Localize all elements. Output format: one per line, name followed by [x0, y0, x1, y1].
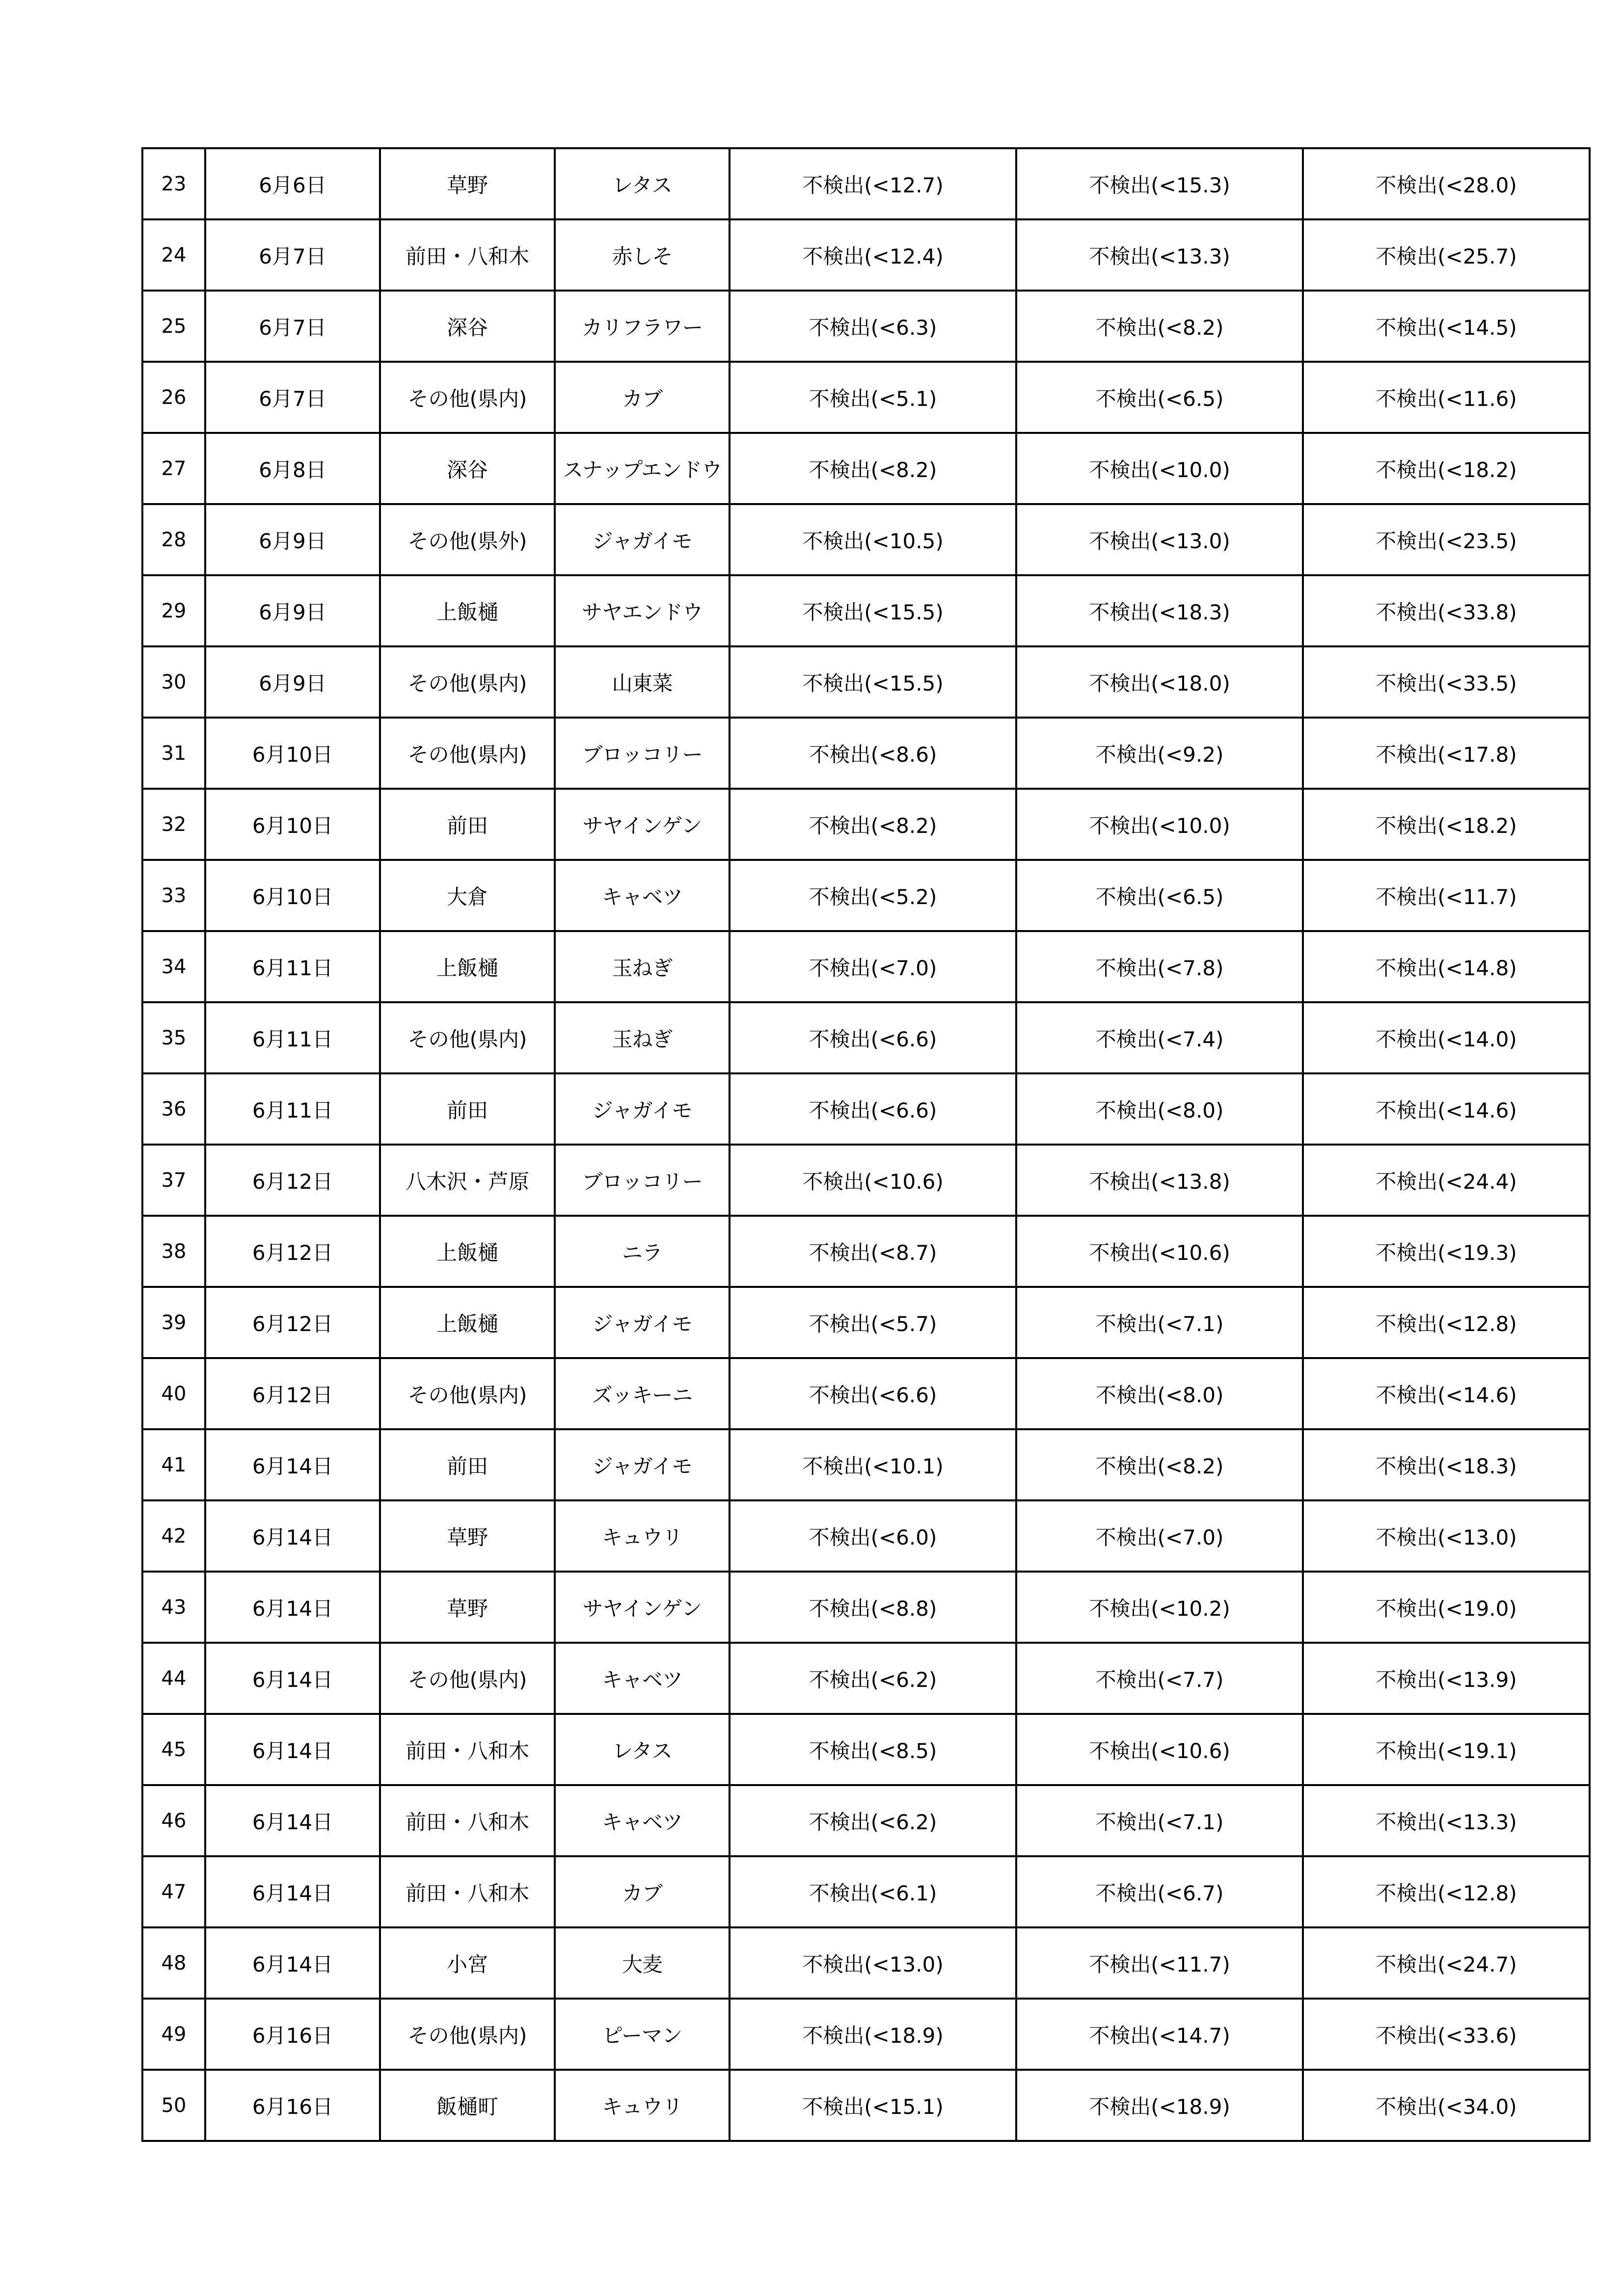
- result-value-3: 不検出(<17.8): [1303, 718, 1590, 789]
- product-name: ブロッコリー: [555, 1145, 730, 1216]
- product-name: 大麦: [555, 1927, 730, 1999]
- sample-date: 6月16日: [205, 1999, 380, 2070]
- production-area: 上飯樋: [380, 575, 555, 646]
- product-name: サヤインゲン: [555, 789, 730, 860]
- sample-date: 6月14日: [205, 1856, 380, 1927]
- result-value-1: 不検出(<10.6): [730, 1145, 1016, 1216]
- table-row: [142, 1999, 1590, 2070]
- result-value-3: 不検出(<18.2): [1303, 789, 1590, 860]
- result-value-3: 不検出(<14.5): [1303, 291, 1590, 362]
- product-name: スナップエンドウ: [555, 433, 730, 504]
- result-value-1: 不検出(<15.5): [730, 646, 1016, 718]
- production-area: その他(県内): [380, 718, 555, 789]
- product-name: サヤインゲン: [555, 1572, 730, 1643]
- table-row: [142, 1856, 1590, 1927]
- sample-date: 6月12日: [205, 1358, 380, 1429]
- result-value-1: 不検出(<6.6): [730, 1073, 1016, 1145]
- product-name: 赤しそ: [555, 219, 730, 291]
- row-number: 27: [142, 433, 205, 504]
- result-value-2: 不検出(<6.7): [1016, 1856, 1303, 1927]
- row-number: 24: [142, 219, 205, 291]
- production-area: 飯樋町: [380, 2070, 555, 2141]
- result-value-2: 不検出(<10.6): [1016, 1714, 1303, 1785]
- result-value-3: 不検出(<25.7): [1303, 219, 1590, 291]
- table-row: [142, 148, 1590, 219]
- row-number: 25: [142, 291, 205, 362]
- product-name: カリフラワー: [555, 291, 730, 362]
- product-name: キャベツ: [555, 1643, 730, 1714]
- result-value-2: 不検出(<8.2): [1016, 1429, 1303, 1500]
- table-row: [142, 931, 1590, 1002]
- result-value-2: 不検出(<15.3): [1016, 148, 1303, 219]
- row-number: 48: [142, 1927, 205, 1999]
- sample-date: 6月10日: [205, 718, 380, 789]
- row-number: 31: [142, 718, 205, 789]
- row-number: 30: [142, 646, 205, 718]
- result-value-1: 不検出(<8.5): [730, 1714, 1016, 1785]
- sample-date: 6月12日: [205, 1216, 380, 1287]
- table-body: [142, 148, 1590, 2141]
- result-value-1: 不検出(<7.0): [730, 931, 1016, 1002]
- result-value-1: 不検出(<13.0): [730, 1927, 1016, 1999]
- table-row: [142, 1643, 1590, 1714]
- result-value-2: 不検出(<10.0): [1016, 789, 1303, 860]
- sample-date: 6月11日: [205, 1002, 380, 1073]
- result-value-2: 不検出(<7.4): [1016, 1002, 1303, 1073]
- result-value-3: 不検出(<13.3): [1303, 1785, 1590, 1856]
- product-name: カブ: [555, 1856, 730, 1927]
- result-value-3: 不検出(<19.0): [1303, 1572, 1590, 1643]
- row-number: 41: [142, 1429, 205, 1500]
- result-value-1: 不検出(<10.1): [730, 1429, 1016, 1500]
- production-area: 八木沢・芦原: [380, 1145, 555, 1216]
- results-table: [141, 147, 1591, 2142]
- row-number: 47: [142, 1856, 205, 1927]
- result-value-3: 不検出(<24.4): [1303, 1145, 1590, 1216]
- result-value-1: 不検出(<5.2): [730, 860, 1016, 931]
- production-area: 深谷: [380, 291, 555, 362]
- product-name: ズッキーニ: [555, 1358, 730, 1429]
- result-value-3: 不検出(<34.0): [1303, 2070, 1590, 2141]
- sample-date: 6月16日: [205, 2070, 380, 2141]
- product-name: ブロッコリー: [555, 718, 730, 789]
- table-row: [142, 1073, 1590, 1145]
- product-name: カブ: [555, 362, 730, 433]
- production-area: 大倉: [380, 860, 555, 931]
- row-number: 35: [142, 1002, 205, 1073]
- result-value-3: 不検出(<14.8): [1303, 931, 1590, 1002]
- table-row: [142, 1429, 1590, 1500]
- table-row: [142, 646, 1590, 718]
- result-value-3: 不検出(<18.2): [1303, 433, 1590, 504]
- table-row: [142, 362, 1590, 433]
- result-value-3: 不検出(<14.6): [1303, 1073, 1590, 1145]
- result-value-2: 不検出(<8.2): [1016, 291, 1303, 362]
- result-value-1: 不検出(<6.2): [730, 1785, 1016, 1856]
- production-area: 上飯樋: [380, 931, 555, 1002]
- production-area: その他(県内): [380, 1358, 555, 1429]
- product-name: ジャガイモ: [555, 1287, 730, 1358]
- row-number: 42: [142, 1500, 205, 1572]
- sample-date: 6月10日: [205, 789, 380, 860]
- row-number: 34: [142, 931, 205, 1002]
- row-number: 39: [142, 1287, 205, 1358]
- row-number: 43: [142, 1572, 205, 1643]
- result-value-1: 不検出(<8.2): [730, 433, 1016, 504]
- table-row: [142, 291, 1590, 362]
- result-value-2: 不検出(<10.2): [1016, 1572, 1303, 1643]
- production-area: その他(県外): [380, 504, 555, 575]
- result-value-1: 不検出(<5.7): [730, 1287, 1016, 1358]
- table-row: [142, 718, 1590, 789]
- production-area: 上飯樋: [380, 1287, 555, 1358]
- sample-date: 6月14日: [205, 1429, 380, 1500]
- production-area: 前田・八和木: [380, 1714, 555, 1785]
- result-value-2: 不検出(<10.6): [1016, 1216, 1303, 1287]
- result-value-3: 不検出(<14.0): [1303, 1002, 1590, 1073]
- production-area: その他(県内): [380, 1002, 555, 1073]
- sample-date: 6月7日: [205, 219, 380, 291]
- result-value-2: 不検出(<18.9): [1016, 2070, 1303, 2141]
- table-row: [142, 1358, 1590, 1429]
- sample-date: 6月11日: [205, 1073, 380, 1145]
- result-value-2: 不検出(<18.0): [1016, 646, 1303, 718]
- result-value-3: 不検出(<33.8): [1303, 575, 1590, 646]
- row-number: 29: [142, 575, 205, 646]
- production-area: その他(県内): [380, 1643, 555, 1714]
- production-area: 小宮: [380, 1927, 555, 1999]
- product-name: ピーマン: [555, 1999, 730, 2070]
- sample-date: 6月14日: [205, 1500, 380, 1572]
- result-value-1: 不検出(<8.8): [730, 1572, 1016, 1643]
- result-value-1: 不検出(<8.7): [730, 1216, 1016, 1287]
- table-row: [142, 2070, 1590, 2141]
- result-value-3: 不検出(<11.7): [1303, 860, 1590, 931]
- result-value-2: 不検出(<6.5): [1016, 860, 1303, 931]
- row-number: 46: [142, 1785, 205, 1856]
- result-value-2: 不検出(<11.7): [1016, 1927, 1303, 1999]
- result-value-2: 不検出(<13.0): [1016, 504, 1303, 575]
- production-area: その他(県内): [380, 646, 555, 718]
- row-number: 49: [142, 1999, 205, 2070]
- result-value-1: 不検出(<5.1): [730, 362, 1016, 433]
- row-number: 33: [142, 860, 205, 931]
- result-value-3: 不検出(<33.5): [1303, 646, 1590, 718]
- production-area: 前田・八和木: [380, 1856, 555, 1927]
- production-area: その他(県内): [380, 362, 555, 433]
- table-row: [142, 1714, 1590, 1785]
- table-row: [142, 575, 1590, 646]
- product-name: ジャガイモ: [555, 1073, 730, 1145]
- sample-date: 6月7日: [205, 362, 380, 433]
- row-number: 38: [142, 1216, 205, 1287]
- row-number: 26: [142, 362, 205, 433]
- result-value-2: 不検出(<8.0): [1016, 1358, 1303, 1429]
- product-name: サヤエンドウ: [555, 575, 730, 646]
- table-row: [142, 789, 1590, 860]
- result-value-3: 不検出(<11.6): [1303, 362, 1590, 433]
- sample-date: 6月14日: [205, 1643, 380, 1714]
- result-value-3: 不検出(<24.7): [1303, 1927, 1590, 1999]
- sample-date: 6月14日: [205, 1572, 380, 1643]
- result-value-3: 不検出(<33.6): [1303, 1999, 1590, 2070]
- result-value-1: 不検出(<6.3): [730, 291, 1016, 362]
- sample-date: 6月14日: [205, 1785, 380, 1856]
- result-value-1: 不検出(<6.6): [730, 1358, 1016, 1429]
- product-name: レタス: [555, 148, 730, 219]
- result-value-3: 不検出(<14.6): [1303, 1358, 1590, 1429]
- sample-date: 6月12日: [205, 1287, 380, 1358]
- result-value-1: 不検出(<6.1): [730, 1856, 1016, 1927]
- result-value-2: 不検出(<6.5): [1016, 362, 1303, 433]
- result-value-2: 不検出(<10.0): [1016, 433, 1303, 504]
- row-number: 37: [142, 1145, 205, 1216]
- result-value-1: 不検出(<12.4): [730, 219, 1016, 291]
- result-value-2: 不検出(<7.0): [1016, 1500, 1303, 1572]
- table-row: [142, 1216, 1590, 1287]
- sample-date: 6月14日: [205, 1714, 380, 1785]
- result-value-3: 不検出(<13.0): [1303, 1500, 1590, 1572]
- result-value-3: 不検出(<18.3): [1303, 1429, 1590, 1500]
- result-value-2: 不検出(<13.3): [1016, 219, 1303, 291]
- result-value-3: 不検出(<12.8): [1303, 1856, 1590, 1927]
- product-name: 玉ねぎ: [555, 1002, 730, 1073]
- result-value-1: 不検出(<18.9): [730, 1999, 1016, 2070]
- result-value-3: 不検出(<19.1): [1303, 1714, 1590, 1785]
- result-value-2: 不検出(<14.7): [1016, 1999, 1303, 2070]
- sample-date: 6月14日: [205, 1927, 380, 1999]
- table-row: [142, 433, 1590, 504]
- result-value-1: 不検出(<6.6): [730, 1002, 1016, 1073]
- result-value-2: 不検出(<8.0): [1016, 1073, 1303, 1145]
- sample-date: 6月10日: [205, 860, 380, 931]
- row-number: 36: [142, 1073, 205, 1145]
- result-value-1: 不検出(<12.7): [730, 148, 1016, 219]
- result-value-3: 不検出(<13.9): [1303, 1643, 1590, 1714]
- result-value-2: 不検出(<7.7): [1016, 1643, 1303, 1714]
- product-name: キャベツ: [555, 860, 730, 931]
- table-row: [142, 860, 1590, 931]
- result-value-2: 不検出(<7.8): [1016, 931, 1303, 1002]
- production-area: 前田: [380, 1073, 555, 1145]
- production-area: 上飯樋: [380, 1216, 555, 1287]
- result-value-1: 不検出(<15.5): [730, 575, 1016, 646]
- result-value-1: 不検出(<15.1): [730, 2070, 1016, 2141]
- production-area: 前田・八和木: [380, 1785, 555, 1856]
- product-name: キュウリ: [555, 1500, 730, 1572]
- sample-date: 6月9日: [205, 646, 380, 718]
- sample-date: 6月8日: [205, 433, 380, 504]
- result-value-2: 不検出(<18.3): [1016, 575, 1303, 646]
- result-value-2: 不検出(<7.1): [1016, 1785, 1303, 1856]
- production-area: 草野: [380, 1572, 555, 1643]
- product-name: 山東菜: [555, 646, 730, 718]
- production-area: その他(県内): [380, 1999, 555, 2070]
- result-value-2: 不検出(<9.2): [1016, 718, 1303, 789]
- result-value-3: 不検出(<19.3): [1303, 1216, 1590, 1287]
- sample-date: 6月12日: [205, 1145, 380, 1216]
- product-name: キュウリ: [555, 2070, 730, 2141]
- table-row: [142, 219, 1590, 291]
- row-number: 44: [142, 1643, 205, 1714]
- row-number: 32: [142, 789, 205, 860]
- sample-date: 6月11日: [205, 931, 380, 1002]
- product-name: ジャガイモ: [555, 504, 730, 575]
- table-row: [142, 1002, 1590, 1073]
- table-row: [142, 1500, 1590, 1572]
- result-value-2: 不検出(<7.1): [1016, 1287, 1303, 1358]
- production-area: 草野: [380, 1500, 555, 1572]
- result-value-2: 不検出(<13.8): [1016, 1145, 1303, 1216]
- production-area: 前田・八和木: [380, 219, 555, 291]
- sample-date: 6月6日: [205, 148, 380, 219]
- production-area: 草野: [380, 148, 555, 219]
- result-value-3: 不検出(<28.0): [1303, 148, 1590, 219]
- table-row: [142, 1927, 1590, 1999]
- row-number: 23: [142, 148, 205, 219]
- row-number: 50: [142, 2070, 205, 2141]
- product-name: ニラ: [555, 1216, 730, 1287]
- product-name: レタス: [555, 1714, 730, 1785]
- result-value-3: 不検出(<23.5): [1303, 504, 1590, 575]
- result-value-1: 不検出(<6.0): [730, 1500, 1016, 1572]
- row-number: 40: [142, 1358, 205, 1429]
- product-name: キャベツ: [555, 1785, 730, 1856]
- table-row: [142, 1572, 1590, 1643]
- result-value-3: 不検出(<12.8): [1303, 1287, 1590, 1358]
- production-area: 前田: [380, 789, 555, 860]
- result-value-1: 不検出(<6.2): [730, 1643, 1016, 1714]
- sample-date: 6月9日: [205, 504, 380, 575]
- result-value-1: 不検出(<10.5): [730, 504, 1016, 575]
- result-value-1: 不検出(<8.2): [730, 789, 1016, 860]
- table-row: [142, 504, 1590, 575]
- product-name: 玉ねぎ: [555, 931, 730, 1002]
- production-area: 前田: [380, 1429, 555, 1500]
- sample-date: 6月9日: [205, 575, 380, 646]
- table-row: [142, 1145, 1590, 1216]
- table-row: [142, 1287, 1590, 1358]
- product-name: ジャガイモ: [555, 1429, 730, 1500]
- row-number: 45: [142, 1714, 205, 1785]
- result-value-1: 不検出(<8.6): [730, 718, 1016, 789]
- production-area: 深谷: [380, 433, 555, 504]
- table-row: [142, 1785, 1590, 1856]
- row-number: 28: [142, 504, 205, 575]
- sample-date: 6月7日: [205, 291, 380, 362]
